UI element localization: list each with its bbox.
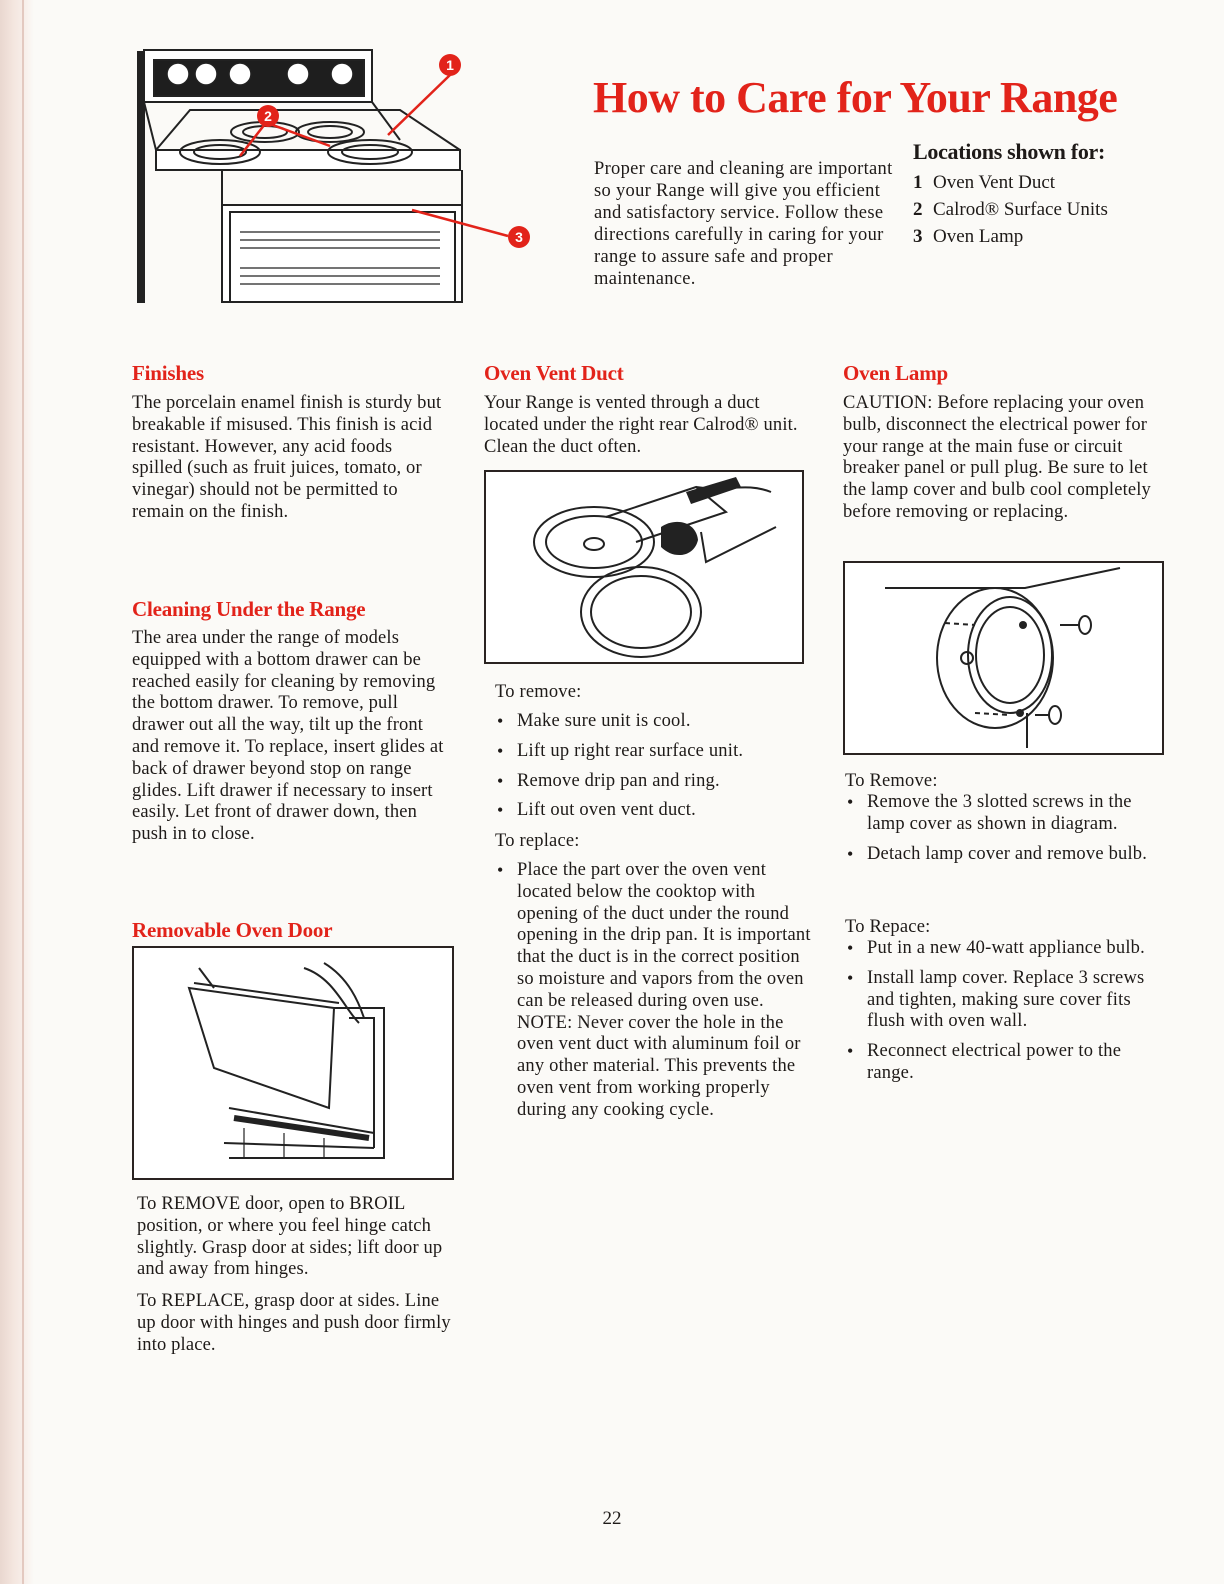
vent-replace-label: To replace: [495, 831, 580, 851]
svg-text:3: 3 [515, 229, 523, 245]
oven-lamp-figure [843, 561, 1164, 755]
finishes-text: The porcelain enamel finish is sturdy but breakable if misused. This finish is acid resistant. However, any acid foods spilled (such as fruit juices, tomato, or vinegar) should not be permitted to remain on the finish. [132, 393, 442, 522]
intro-text: Proper care and cleaning are important so your Range will give you efficient and satisfactory service. Follow these directions carefully in caring for your range to assure safe and proper maintenance. [594, 158, 893, 289]
list-item: • Remove the 3 slotted screws in the lamp cover as shown in diagram. [845, 792, 1163, 836]
binding-line [22, 0, 24, 1584]
knob-2 [195, 63, 217, 85]
knob-4 [287, 63, 309, 85]
oven-door-heading: Removable Oven Door [132, 918, 333, 942]
location-item [913, 223, 1153, 250]
list-item: • Make sure unit is cool. [495, 711, 805, 733]
svg-text:2: 2 [264, 108, 272, 124]
callout-2 [257, 105, 279, 127]
list-item: • Lift out oven vent duct. [495, 800, 805, 822]
lamp-replace-steps [845, 938, 1163, 1093]
cleaning-under-text: The area under the range of models equipped with a bottom drawer can be reached easily for cleaning by removing the bottom drawer. To remove, pull drawer out all the way, tilt up the front and remove it. To replace, insert glides at back of drawer beyond stop on range glides. Lift drawer if necessary to insert easily. Let front of drawer down, then push in to close. [132, 628, 444, 845]
vent-duct-figure [484, 470, 804, 664]
location-number: 1 [913, 172, 923, 193]
range-illustration [130, 40, 550, 305]
oven-door-figure [132, 946, 454, 1180]
range-drawing [130, 40, 550, 305]
finishes-heading: Finishes [132, 361, 204, 385]
location-label: Calrod® Surface Units [933, 199, 1108, 220]
list-item: • Detach lamp cover and remove bulb. [845, 844, 1163, 866]
knob-1 [167, 63, 189, 85]
list-item: • Lift up right rear surface unit. [495, 741, 805, 763]
oven-lamp-heading: Oven Lamp [843, 361, 948, 385]
vent-remove-label: To remove: [495, 682, 582, 702]
lamp-remove-label: To Remove: [845, 771, 938, 791]
page-number: 22 [602, 1508, 622, 1529]
locations-list [913, 139, 1153, 250]
vent-replace-steps [495, 860, 815, 1130]
location-label: Oven Lamp [933, 226, 1024, 247]
location-item [913, 169, 1153, 196]
vent-remove-steps [495, 711, 805, 830]
lamp-remove-steps [845, 792, 1163, 873]
locations-heading: Locations shown for: [913, 139, 1106, 164]
svg-text:1: 1 [446, 57, 454, 73]
oven-door-replace-text: To REPLACE, grasp door at sides. Line up door with hinges and push door firmly into place. [137, 1291, 451, 1355]
list-item: • Remove drip pan and ring. [495, 771, 805, 793]
list-item: • Install lamp cover. Replace 3 screws and tighten, making sure cover fits flush with oven wall. [845, 968, 1163, 1033]
location-label: Oven Vent Duct [933, 172, 1056, 193]
callout-3 [508, 226, 530, 248]
list-item: • Reconnect electrical power to the range. [845, 1041, 1163, 1085]
location-item [913, 196, 1153, 223]
page-title: How to Care for Your Range [593, 73, 1118, 122]
location-number: 2 [913, 199, 923, 220]
oven-door-drawing [134, 948, 452, 1178]
cleaning-under-heading: Cleaning Under the Range [132, 597, 366, 621]
callout-1 [439, 54, 461, 76]
list-item: • Place the part over the oven vent located below the cooktop with opening of the duct under the round opening in the drip pan. It is important that the duct is in the correct position so moisture and vapors from the oven can be released during oven use. NOTE: Never cover the hole in the oven vent duct with aluminum foil or any other material. This prevents the oven vent from working properly during any cooking cycle. [495, 860, 815, 1122]
oven-lamp-caution: CAUTION: Before replacing your oven bulb, disconnect the electrical power for your range at the main fuse or circuit breaker panel or pull plug. Be sure to let the lamp cover and bulb cool completely before removing or replacing. [843, 393, 1151, 522]
knob-3 [229, 63, 251, 85]
oven-lamp-drawing [845, 563, 1162, 753]
vent-duct-text: Your Range is vented through a duct located under the right rear Calrod® unit. Clean the duct often. [484, 393, 798, 457]
page-binding-edge [0, 0, 34, 1584]
knob-5 [331, 63, 353, 85]
vent-duct-drawing [486, 472, 802, 662]
oven-door-remove-text: To REMOVE door, open to BROIL position, or where you feel hinge catch slightly. Grasp door at sides; lift door up and away from hinges. [137, 1194, 443, 1280]
location-number: 3 [913, 226, 923, 247]
list-item: • Put in a new 40-watt appliance bulb. [845, 938, 1163, 960]
vent-duct-heading: Oven Vent Duct [484, 361, 624, 385]
lamp-replace-label: To Repace: [845, 917, 931, 937]
